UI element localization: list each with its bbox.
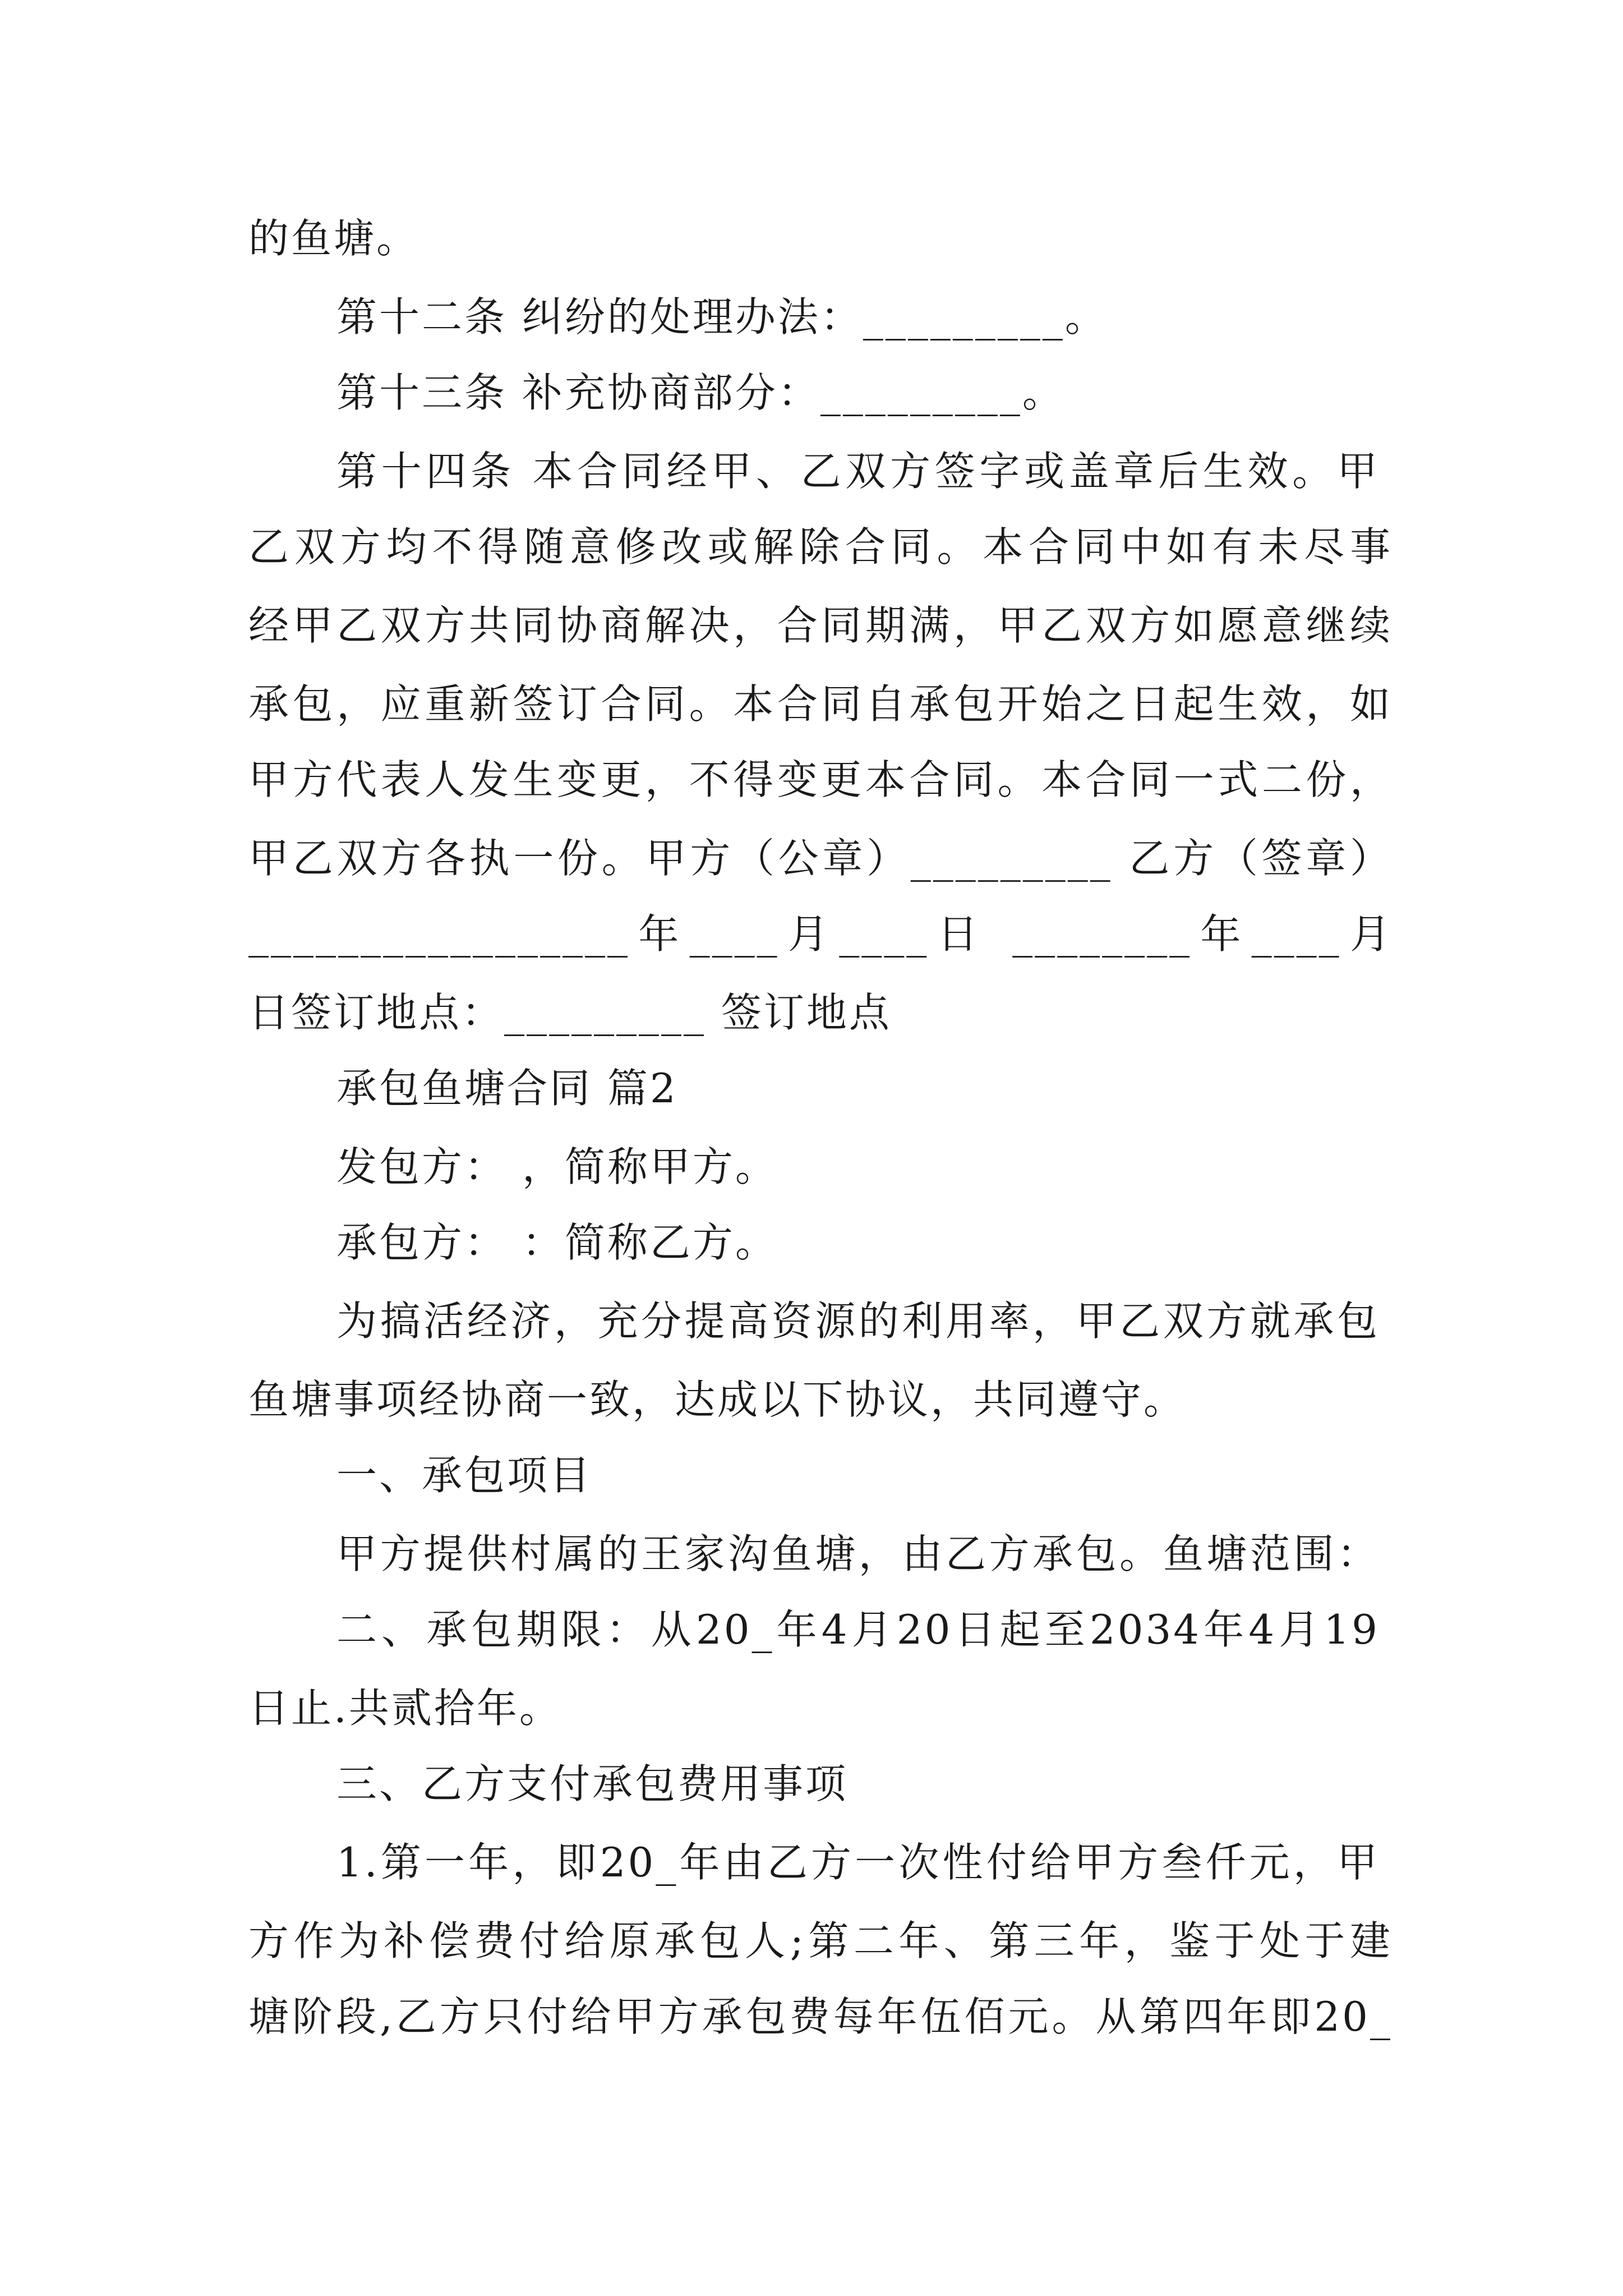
- text-line: 甲方代表人发生变更，不得变更本合同。本合同一式二份，: [248, 756, 1393, 803]
- text-line: 塘阶段,乙方只付给甲方承包费每年伍佰元。从第四年即20_: [248, 1993, 1393, 2040]
- text-line: 第十二条 纠纷的处理办法：_________。: [336, 293, 1108, 341]
- text-line: 方作为补偿费付给原承包人;第二年、第三年，鉴于处于建: [248, 1917, 1393, 1964]
- text-line: 日签订地点：_________ 签订地点: [248, 989, 892, 1036]
- text-line: 1.第一年，即20_年由乙方一次性付给甲方叁仟元，甲: [336, 1839, 1380, 1886]
- text-line: 发包方： ，简称甲方。: [336, 1143, 778, 1190]
- text-line: 甲方提供村属的王家沟鱼塘，由乙方承包。鱼塘范围：: [336, 1530, 1380, 1577]
- text-line: 一、承包项目: [336, 1452, 593, 1499]
- text-line: 日止.共贰拾年。: [248, 1685, 562, 1732]
- text-line: 乙双方均不得随意修改或解除合同。本合同中如有未尽事: [248, 523, 1393, 570]
- text-line: 甲乙双方各执一份。甲方（公章）_________ 乙方（签章）: [248, 835, 1393, 882]
- text-line: 三、乙方支付承包费用事项: [336, 1760, 849, 1807]
- text-line: 鱼塘事项经协商一致，达成以下协议，共同遵守。: [248, 1376, 1187, 1423]
- text-line: 为搞活经济，充分提高资源的利用率，甲乙双方就承包: [336, 1297, 1380, 1345]
- text-line: 承包，应重新签订合同。本合同自承包开始之日起生效，如: [248, 680, 1393, 728]
- text-line: 承包方： ：简称乙方。: [336, 1219, 778, 1266]
- text-line: 第十四条 本合同经甲、乙双方签字或盖章后生效。甲: [336, 448, 1380, 495]
- text-line: _________________年____月____日 ________年____月: [248, 910, 1393, 958]
- text-line: 经甲乙双方共同协商解决，合同期满，甲乙双方如愿意继续: [248, 602, 1393, 649]
- text-line: 二、承包期限：从20_年4月20日起至2034年4月19: [336, 1606, 1380, 1653]
- text-line: 第十三条 补充协商部分：_________。: [336, 369, 1065, 416]
- text-line: 的鱼塘。: [248, 215, 419, 262]
- section-heading: 承包鱼塘合同 篇2: [336, 1065, 678, 1112]
